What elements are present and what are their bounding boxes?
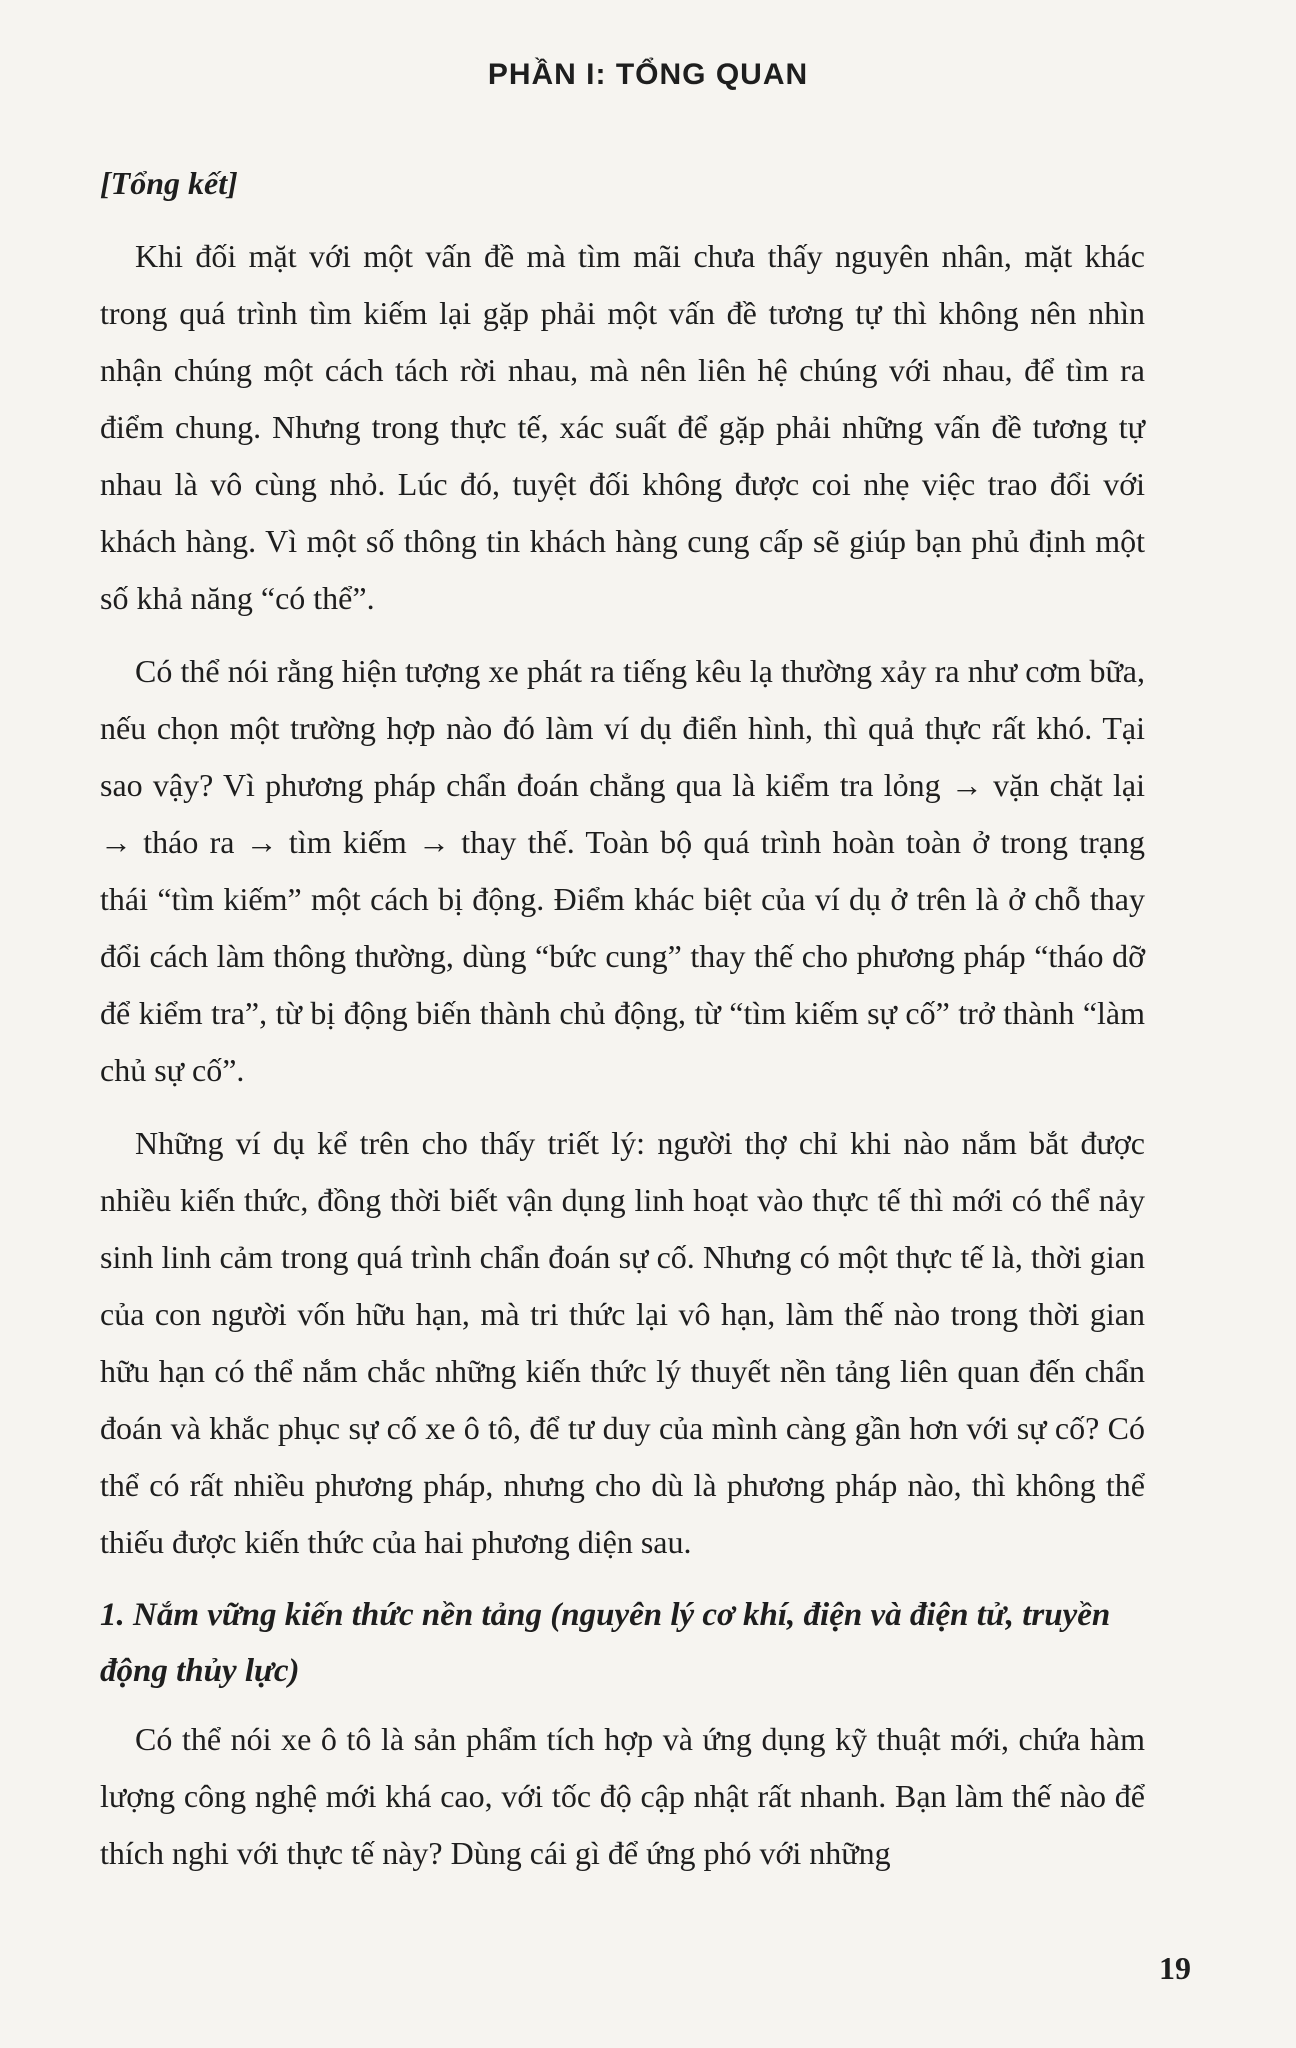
paragraph-4: Có thể nói xe ô tô là sản phẩm tích hợp và ứng dụng kỹ thuật mới, chứa hàm lượng công nghệ mới khá cao, với tốc độ cập nhật rất nhanh. Bạn làm thế nào để thích nghi với thực tế này? Dùng cái gì để ứng phó với những [100,1721,1145,1871]
page-body [100,228,1145,1898]
paragraph-3: Những ví dụ kể trên cho thấy triết lý: người thợ chỉ khi nào nắm bắt được nhiều kiến thức, đồng thời biết vận dụng linh hoạt vào thực tế thì mới có thể nảy sinh linh cảm trong quá trình chẩn đoán sự cố. Nhưng có một thực tế là, thời gian của con người vốn hữu hạn, mà tri thức lại vô hạn, làm thế nào trong thời gian hữu hạn có thể nắm chắc những kiến thức lý thuyết nền tảng liên quan đến chẩn đoán và khắc phục sự cố xe ô tô, để tư duy của mình càng gần hơn với sự cố? Có thể có rất nhiều phương pháp, nhưng cho dù là phương pháp nào, thì không thể thiếu được kiến thức của hai phương diện sau. [100,1125,1145,1560]
section-label: [Tổng kết] [100,165,238,201]
paragraph-2: Có thể nói rằng hiện tượng xe phát ra tiếng kêu lạ thường xảy ra như cơm bữa, nếu chọn một trường hợp nào đó làm ví dụ điển hình, thì quả thực rất khó. Tại sao vậy? Vì phương pháp chẩn đoán chẳng qua là kiểm tra lỏng → vặn chặt lại → tháo ra → tìm kiếm → thay thế. Toàn bộ quá trình hoàn toàn ở trong trạng thái “tìm kiếm” một cách bị động. Điểm khác biệt của ví dụ ở trên là ở chỗ thay đổi cách làm thông thường, dùng “bức cung” thay thế cho phương pháp “tháo dỡ để kiểm tra”, từ bị động biến thành chủ động, từ “tìm kiếm sự cố” trở thành “làm chủ sự cố”. [100,653,1145,1088]
running-head: PHẦN I: TỔNG QUAN [487,58,809,91]
page-number: 19 [1159,1950,1191,1986]
paragraph-1: Khi đối mặt với một vấn đề mà tìm mãi chưa thấy nguyên nhân, mặt khác trong quá trình tìm kiếm lại gặp phải một vấn đề tương tự thì không nên nhìn nhận chúng một cách tách rời nhau, mà nên liên hệ chúng với nhau, để tìm ra điểm chung. Nhưng trong thực tế, xác suất để gặp phải những vấn đề tương tự nhau là vô cùng nhỏ. Lúc đó, tuyệt đối không được coi nhẹ việc trao đổi với khách hàng. Vì một số thông tin khách hàng cung cấp sẽ giúp bạn phủ định một số khả năng “có thể”. [100,238,1145,616]
section-heading-1: 1. Nắm vững kiến thức nền tảng (nguyên lý cơ khí, điện và điện tử, truyền động thủy lực) [100,1597,1111,1689]
